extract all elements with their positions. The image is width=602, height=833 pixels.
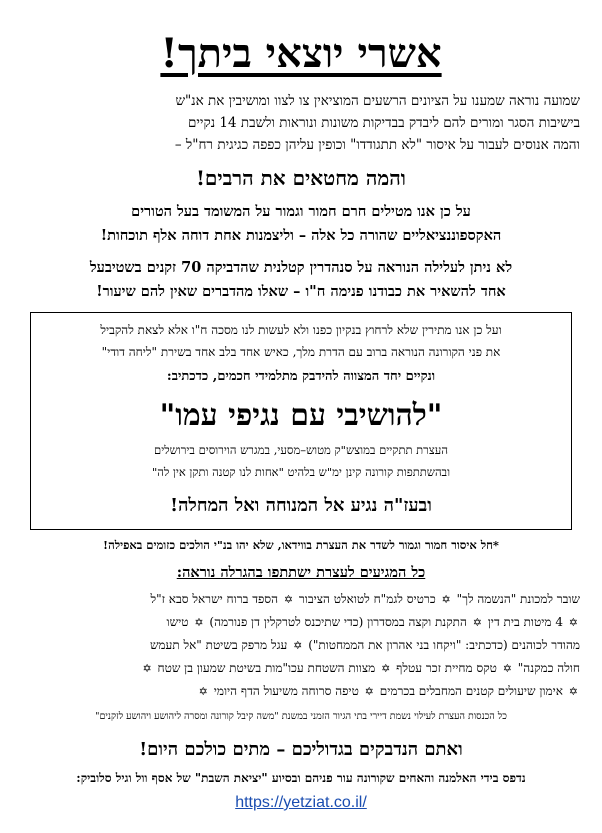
prize-item: טישו xyxy=(166,615,189,629)
ban-line: האקספוננציאליים שהורה כל אלה – וליצמנות אחת דוחה אלף תוכחות! xyxy=(100,227,502,244)
lottery-line xyxy=(22,680,580,703)
ban-line: על כן אנו מטילים חרם חמור וגמור על המשומד בעל הטורים xyxy=(131,203,471,220)
prize-item: עגל מרפק בשיטת "אל תעמש xyxy=(149,638,288,652)
star-icon: ✡ xyxy=(283,593,294,606)
event-line: העצרת תתקיים במוצש"ק מטוש–מסעי, במגרש הוירוסים בירושלים xyxy=(154,443,448,457)
event-line: ובהשתתפות קורונה קינן ימ"ש בלהיט "אחות לנו קטנה ותקן אין לה" xyxy=(151,465,451,479)
box-quote: "להושיבי עם נגיפי עמו" xyxy=(159,398,443,433)
prize-item: מצוות השטחת עכו"מות בשיטת שמעון בן שטח xyxy=(157,661,376,675)
star-icon: ✡ xyxy=(568,685,578,698)
lottery-line xyxy=(22,634,580,657)
proceeds-note: כל הכנסות העצרת לעילוי נשמת דיירי בתי הגיור הזמני במשנת "משה קיבל קורונה ומסרה ליהושע ויהושע לזקנים" xyxy=(95,711,507,722)
box-line: את פני הקורונה הנוראה ברוב עם הדרת מלך, כאיש אחד בלב אחד בשירת "ליחה דודי" xyxy=(101,345,501,359)
prize-item: טיפה סרוחה משיעול הדף היומי xyxy=(213,684,359,698)
intro-line: שמועה נוראה שמענו על הציונים הרשעים המוציאין צו לצוו ומושיבין את אנ"ש xyxy=(175,93,580,109)
box-subline: ונקיים יחד המצווה להידבק מתלמידי חכמים, כדכתיב: xyxy=(166,369,436,384)
event-box xyxy=(30,312,572,530)
intro-paragraph xyxy=(22,90,580,156)
prize-item: הספד ברוח ישראל סבא ז"ל xyxy=(150,592,278,606)
star-icon: ✡ xyxy=(364,685,374,698)
lottery-heading: כל המגיעים לעצרת ישתתפו בהגרלה נוראה: xyxy=(176,564,426,581)
star-icon: ✡ xyxy=(568,616,578,629)
box-line: ועל כן אנו מתירין שלא לרחוץ בנקיון כפנו ולא לעשות לנו מסכה ח"ו אלא לצאת להקביל xyxy=(100,323,502,337)
prize-item: כרטיס לגמ"ח לטואלט הציבור xyxy=(298,592,436,606)
star-icon: ✡ xyxy=(502,662,512,675)
prize-item: שובר למכונת "הנשמה לך" xyxy=(456,592,580,606)
intro-line: בישיבות הסגר ומורים להם ליבדק בבדיקות משונות ונוראות ולשבת 14 נקיים xyxy=(187,115,580,131)
prize-item: התקנת וקצה במסדרון (כדי שתיכנס לטרקלין דן פנורמה) xyxy=(209,615,467,629)
lottery-line xyxy=(22,588,580,611)
closing-heading: ואתם הנדבקים בגדוליכם – מתים כולכם היום! xyxy=(139,739,463,760)
star-icon: ✡ xyxy=(293,639,303,652)
website-link[interactable]: https://yetziat.co.il/ xyxy=(235,794,367,811)
footnote: *חל איסור חמור וגמור לשדר את העצרת בווידאו, שלא יהו בנ"י הולכים כזומים באפילה! xyxy=(103,538,499,552)
prize-item: חולה כמקנה" xyxy=(517,661,580,675)
mourning-line: לא ניתן לעלילה הנוראה על סנהדרין קטלנית שהדביקה 70 זקנים בשטיבעל xyxy=(89,259,513,276)
heading-sinners: והמה מחטאים את הרבים! xyxy=(196,166,406,190)
mourning-paragraph xyxy=(22,256,580,304)
star-icon: ✡ xyxy=(441,593,451,606)
star-icon: ✡ xyxy=(198,685,208,698)
star-icon: ✡ xyxy=(194,616,204,629)
ban-paragraph xyxy=(22,200,580,248)
lottery-line xyxy=(22,657,580,680)
prize-item: אימון שיעולים קטנים המחבלים בכרמים xyxy=(379,684,563,698)
box-closing: ובעז"ה נגיע אל המנוחה ואל המחלה! xyxy=(170,495,432,516)
mourning-line: אחד להשאיר את כבודנו פנימה ח"ו – שאלו מהדברים שאין להם שיעור! xyxy=(96,283,506,300)
lottery-list xyxy=(22,588,580,703)
star-icon: ✡ xyxy=(381,662,391,675)
lottery-line xyxy=(22,611,580,634)
prize-item: טקס מחיית זכר עטלף xyxy=(396,661,497,675)
credit-line: נדפס בידי האלמנה והאחים שקורונה עור פניהם ובסיוע "יציאת השבת" של אסף וול וגיל סלוביק: xyxy=(76,771,526,785)
star-icon: ✡ xyxy=(142,662,152,675)
prize-item: 4 מיטות בית דין xyxy=(487,615,563,629)
prize-item: מהודר לכוהנים (כדכתיב: "ויקחו בני אהרון את הממחטות") xyxy=(308,638,580,652)
star-icon: ✡ xyxy=(472,616,482,629)
intro-line: והמה אנוסים לעבור על איסור "לא תתגודדו" וכופין עליהן כפפה כגיגית רח"ל – xyxy=(174,137,580,153)
page-title: אשרי יוצאי ביתך! xyxy=(160,30,442,77)
